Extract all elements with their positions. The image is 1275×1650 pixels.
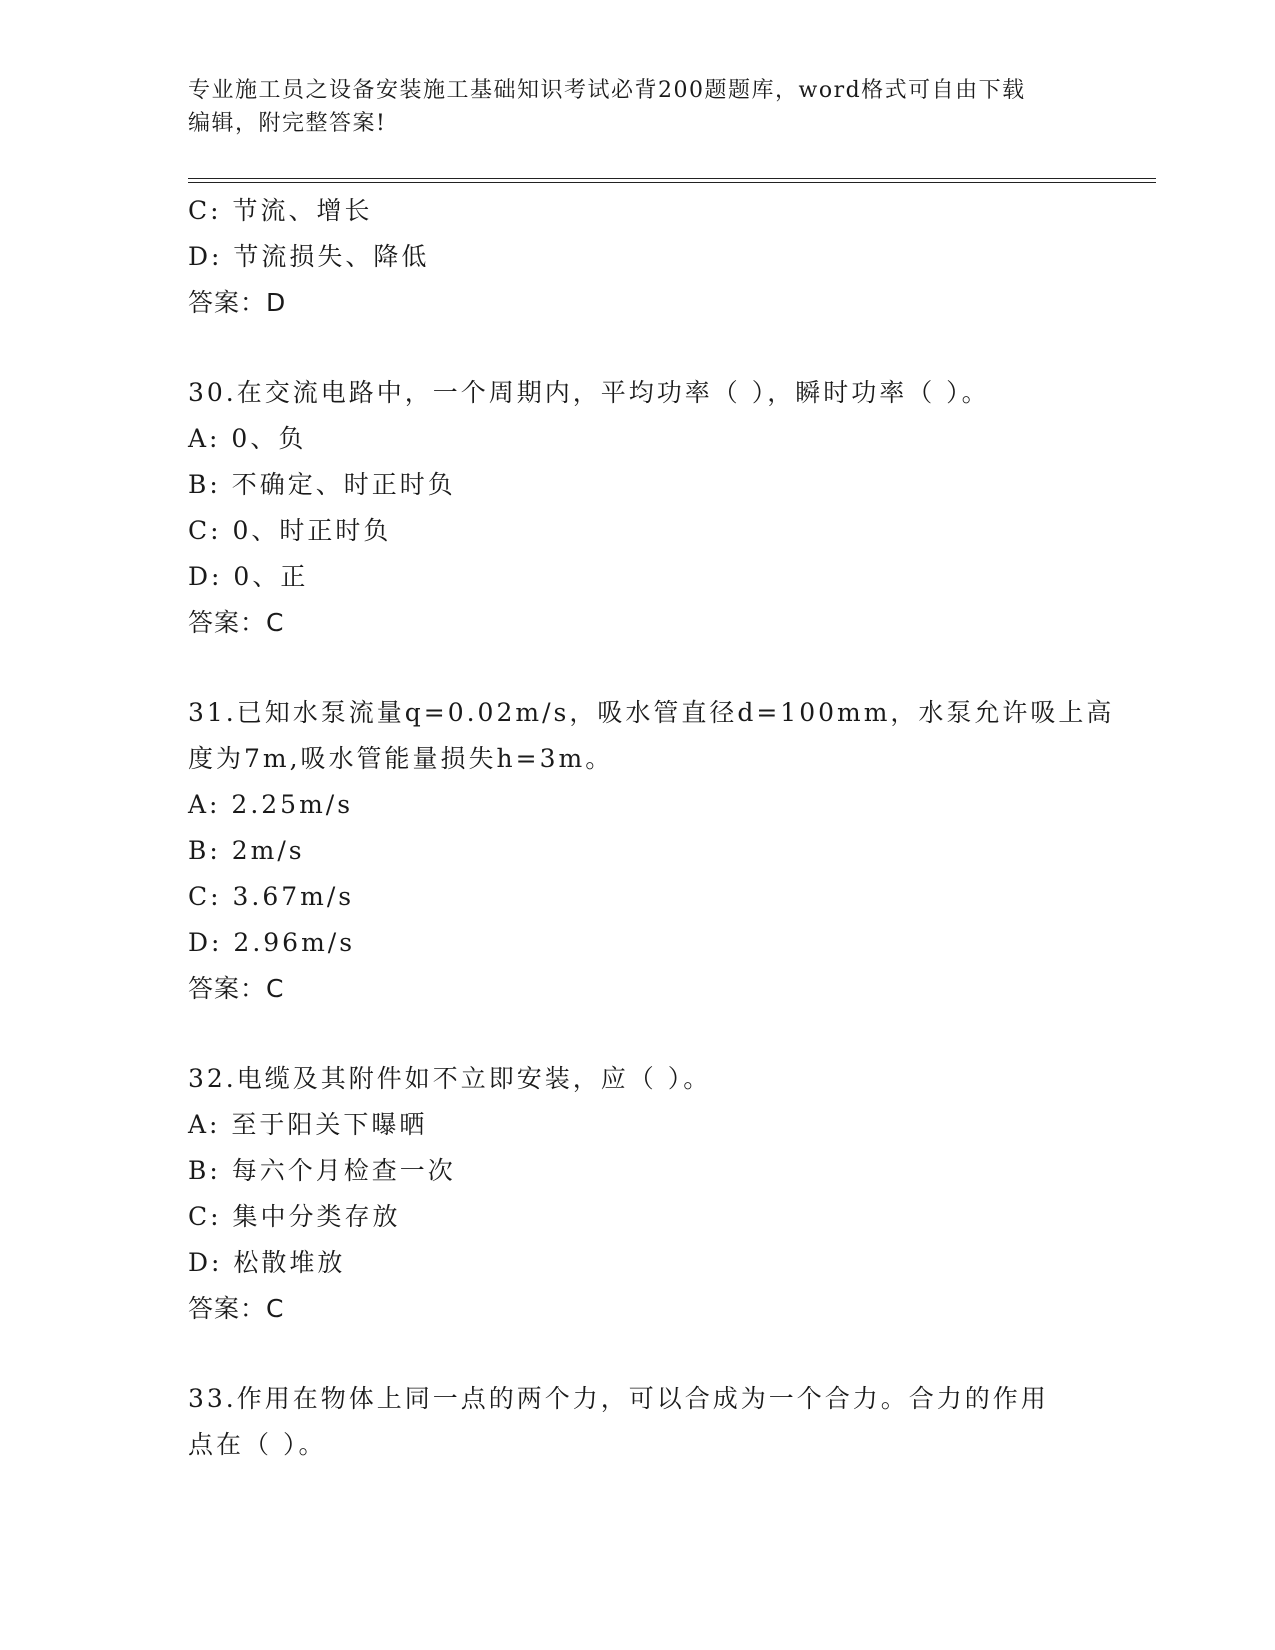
option-d: D: 2.96m/s <box>188 928 356 957</box>
option-d: D: 0、正 <box>188 562 309 591</box>
question-block-31 <box>188 690 1115 1012</box>
header-divider-bottom <box>188 182 1156 183</box>
header-divider-top <box>188 178 1156 179</box>
option-c: C: 0、时正时负 <box>188 516 392 545</box>
option-c: C: 节流、增长 <box>188 196 373 225</box>
answer-line: 答案：C <box>188 608 285 637</box>
option-b: B: 不确定、时正时负 <box>188 470 456 499</box>
question-text-continued: 度为7m,吸水管能量损失h=3m。 <box>188 744 614 773</box>
question-text: 31.已知水泵流量q=0.02m/s，吸水管直径d=100mm，水泵允许吸上高 <box>188 698 1115 727</box>
option-a: A: 2.25m/s <box>188 790 354 819</box>
question-text-continued: 点在（ ）。 <box>188 1430 327 1459</box>
document-header <box>188 74 1068 140</box>
option-a: A: 至于阳关下曝晒 <box>188 1110 428 1139</box>
option-c: C: 3.67m/s <box>188 882 355 911</box>
question-block-32 <box>188 1056 1088 1332</box>
question-text: 33.作用在物体上同一点的两个力，可以合成为一个合力。合力的作用 <box>188 1384 1049 1413</box>
option-b: B: 每六个月检查一次 <box>188 1156 456 1185</box>
answer-line: 答案：C <box>188 1294 285 1323</box>
option-d: D: 节流损失、降低 <box>188 242 430 271</box>
option-c: C: 集中分类存放 <box>188 1202 401 1231</box>
option-a: A: 0、负 <box>188 424 307 453</box>
question-text: 32.电缆及其附件如不立即安装，应（ ）。 <box>188 1064 712 1093</box>
header-line-2: 编辑，附完整答案! <box>188 111 387 136</box>
question-block-33 <box>188 1376 1088 1468</box>
option-b: B: 2m/s <box>188 836 305 865</box>
question-block-29 <box>188 188 1088 326</box>
header-line-1: 专业施工员之设备安装施工基础知识考试必背200题题库，word格式可自由下载 <box>188 78 1026 103</box>
answer-line: 答案：D <box>188 288 287 317</box>
question-list <box>188 188 1115 1468</box>
answer-line: 答案：C <box>188 974 285 1003</box>
option-d: D: 松散堆放 <box>188 1248 346 1277</box>
question-block-30 <box>188 370 1088 646</box>
question-text: 30.在交流电路中，一个周期内，平均功率（ ），瞬时功率（ ）。 <box>188 378 990 407</box>
